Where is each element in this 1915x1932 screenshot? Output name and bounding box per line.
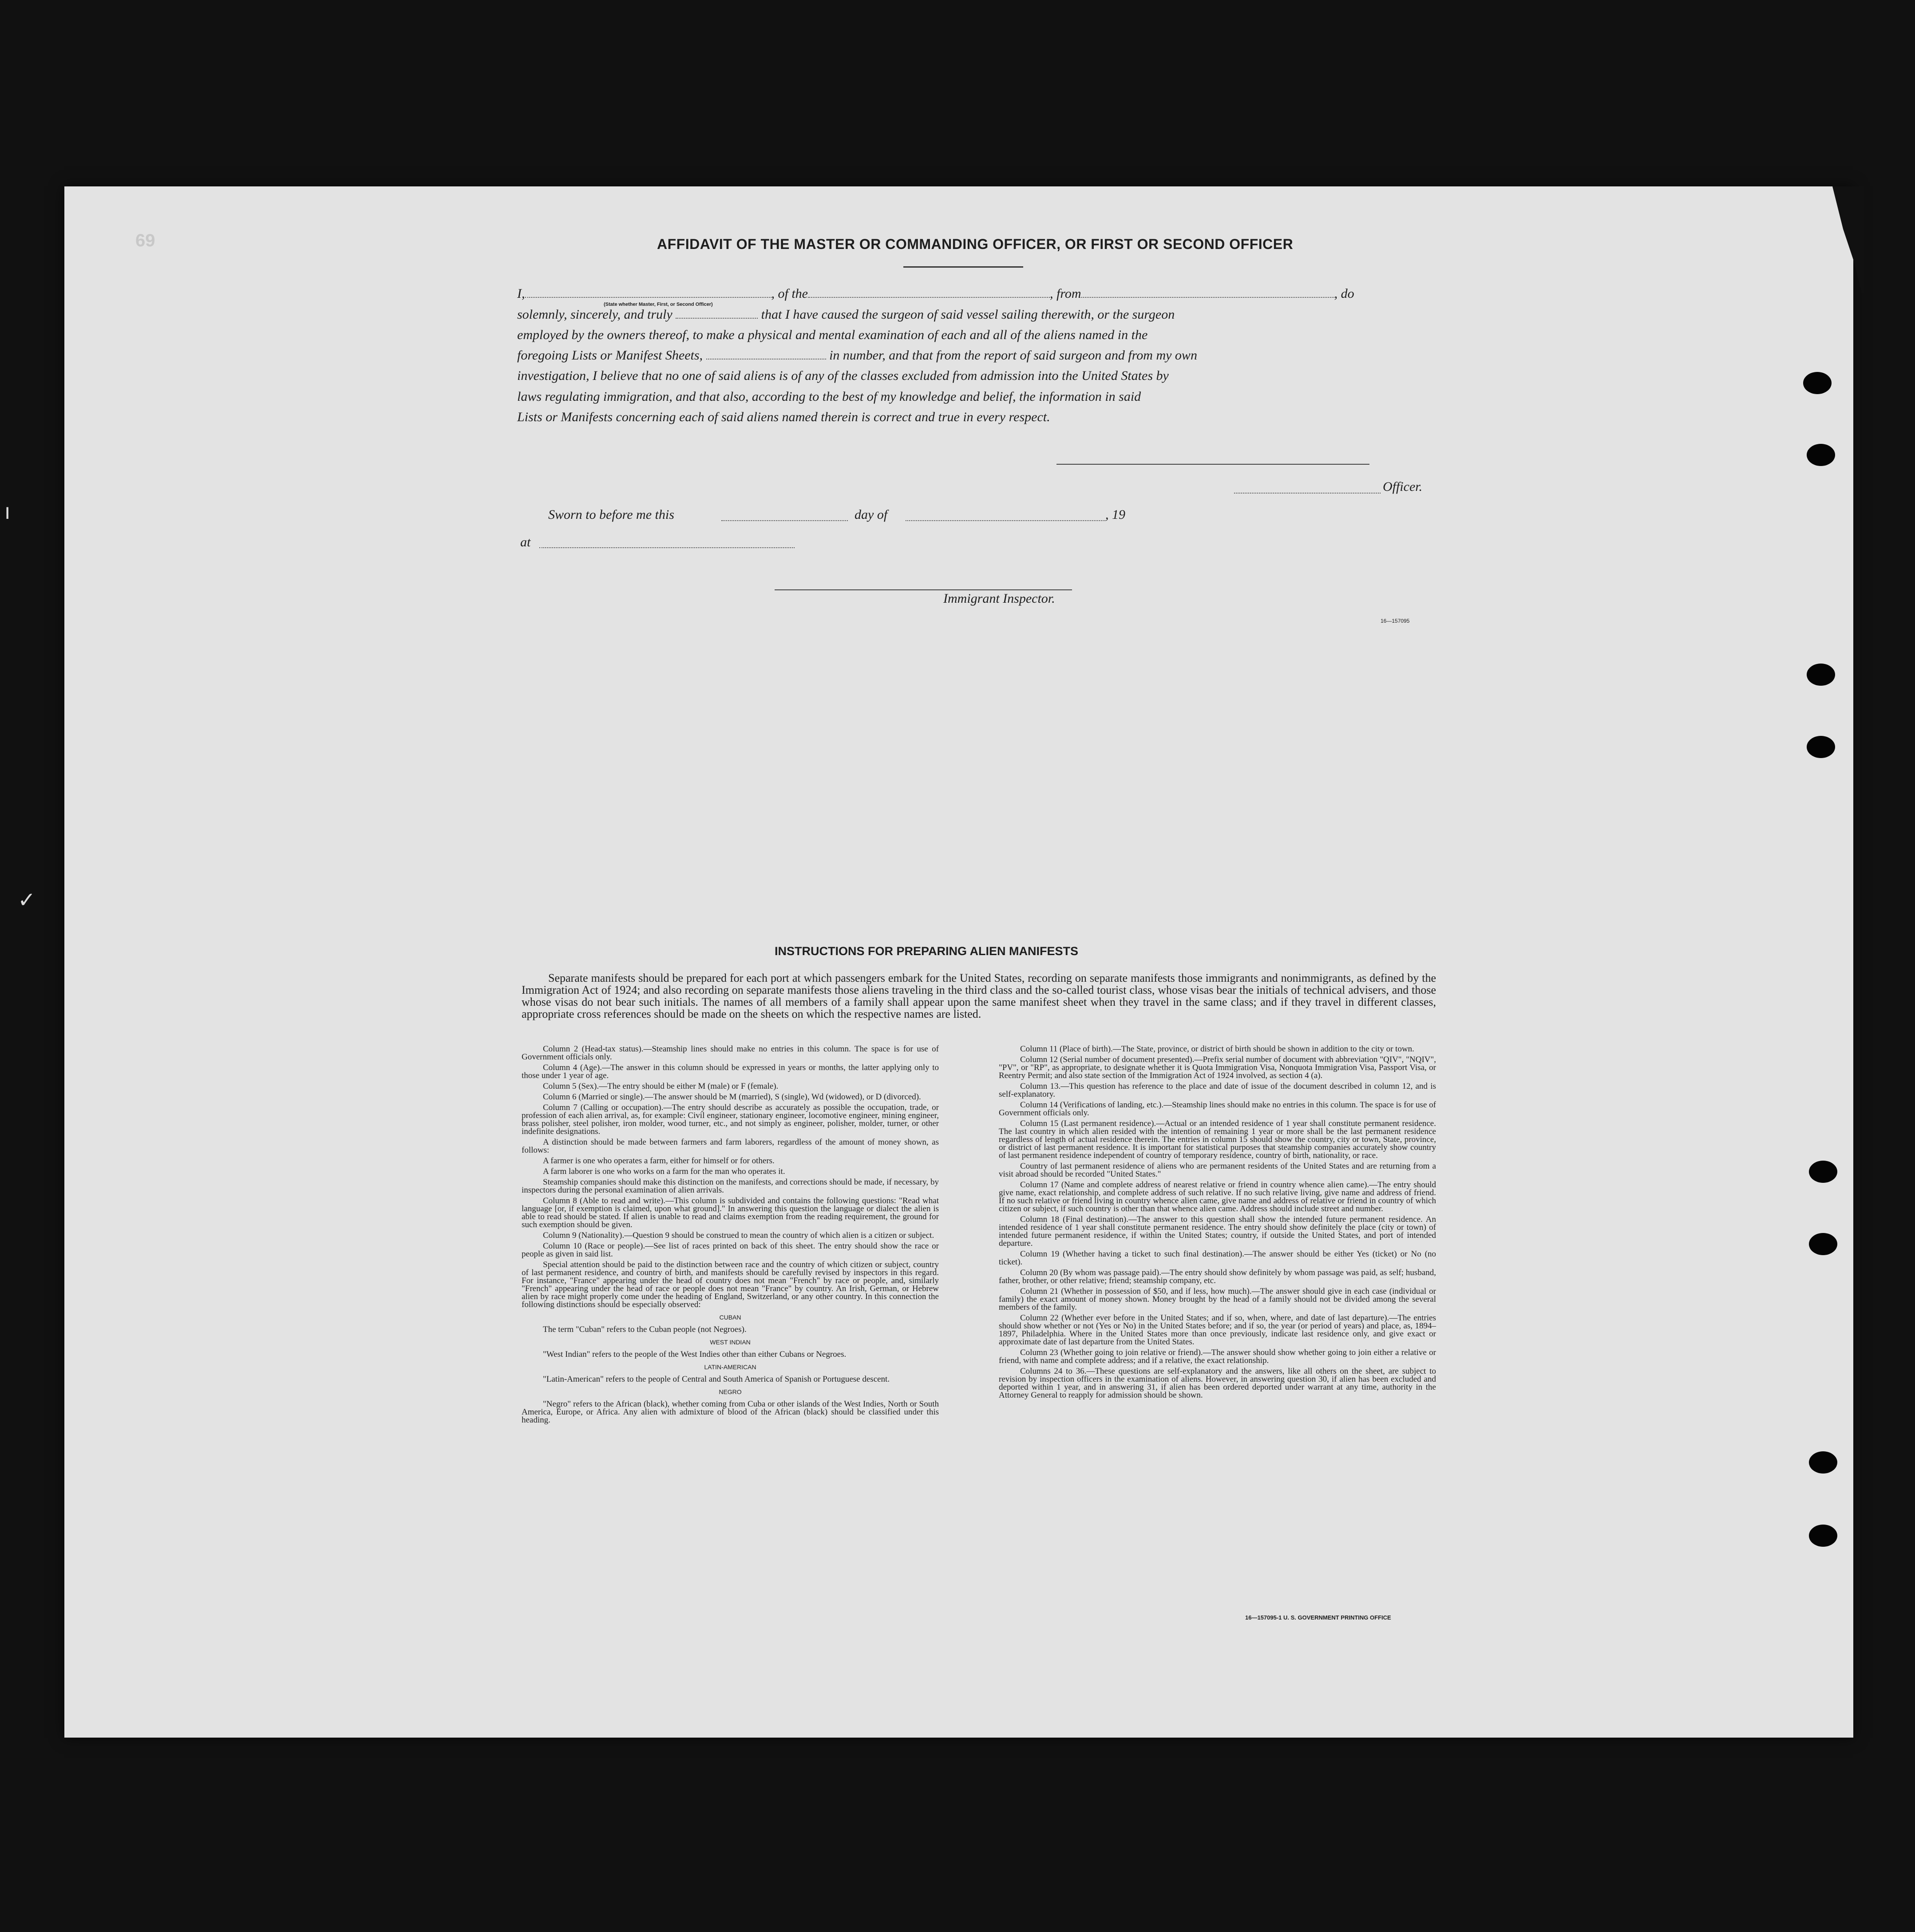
- west-indian-heading: WEST INDIAN: [710, 1339, 751, 1346]
- affidavit-line-2: solemnly, sincerely, and truly that I have caused the surgeon of said vessel sailing therewith, or the surgeon: [517, 307, 1175, 322]
- latin-american-heading: LATIN-AMERICAN: [704, 1363, 756, 1371]
- officer-signature-line[interactable]: [1056, 464, 1369, 465]
- instructions-title: INSTRUCTIONS FOR PREPARING ALIEN MANIFESTS: [775, 944, 1079, 958]
- right-paragraph: Column 11 (Place of birth).—The State, province, or district of birth should be shown in addition to the city or town.: [1020, 1044, 1414, 1054]
- officer-label: Officer.: [1383, 479, 1423, 494]
- vessel-name-field[interactable]: [808, 297, 1050, 298]
- year-label: , 19: [1105, 507, 1125, 522]
- right-paragraph: Column 23 (Whether going to join relative or friend).—The answer should show whether going to join either a relative or friend, with name and complete address; and if a relative, the exact relationship.: [999, 1348, 1436, 1365]
- left-paragraph: A farmer is one who operates a farm, either for himself or for others.: [543, 1156, 775, 1166]
- left-paragraph: Column 7 (Calling or occupation).—The entry should describe as accurately as possible the occupation, trade, or profession of each alien arrival, as, for example: Civil engineer, stationary engineer, locomotive engineer, mining engineer, brass polisher, steel polisher, iron molder, wood turner, etc., and not simply as engineer, polisher, molder, turner, or other indefinite designations.: [522, 1103, 939, 1136]
- form-code: 16—157095: [1381, 618, 1410, 624]
- binder-hole: [1809, 1451, 1837, 1474]
- right-paragraph: Column 21 (Whether in possession of $50, and if less, how much).—The answer should give in each case (individual or family) the exact amount of money shown. Money brought by the head of a family should not be divided among the several members of the family.: [999, 1287, 1436, 1312]
- affidavit-line-4: foregoing Lists or Manifest Sheets, in number, and that from the report of said surgeon and from my own: [517, 348, 1197, 363]
- right-paragraph: Column 20 (By whom was passage paid).—The entry should show definitely by whom passage was paid, as self; husband, father, brother, or other relative; friend; steamship company, etc.: [999, 1268, 1436, 1285]
- left-paragraph: Column 4 (Age).—The answer in this column should be expressed in years or months, the latter applying only to those under 1 year of age.: [522, 1063, 939, 1080]
- inspector-label: Immigrant Inspector.: [943, 591, 1055, 606]
- right-paragraph: Column 19 (Whether having a ticket to such final destination).—The answer should be either Yes (ticket) or No (no ticket).: [999, 1249, 1436, 1267]
- port-from-field[interactable]: [1081, 297, 1334, 298]
- day-of-label: day of: [855, 507, 888, 522]
- instructions-right-column: [999, 1045, 1436, 1402]
- edge-tick-mark: ı: [4, 499, 11, 524]
- affidavit-line-7: Lists or Manifests concerning each of said aliens named therein is correct and true in every respect.: [517, 410, 1050, 424]
- left-paragraph: Special attention should be paid to the distinction between race and the country of which citizen or subject, country of last permanent residence, and country of birth, and manifests should be carefully revised by inspectors in this regard. For instance, "France" appearing under the head of country does not mean "French" by race or people, and, similarly "French" appearing under the head of race or people does not mean "France" by country. An Irish, German, or Hebrew alien by race might properly come under the heading of England, Switzerland, or any other country. In this connection the following distinctions should be especially observed:: [522, 1260, 939, 1309]
- title-rule: [903, 266, 1023, 268]
- left-paragraph: Column 10 (Race or people).—See list of races printed on back of this sheet. The entry should show the race or people as given in said list.: [522, 1241, 939, 1259]
- right-paragraph: Columns 24 to 36.—These questions are self-explanatory and the answers, like all others on the sheet, are subject to revision by inspection officers in the examination of aliens. However, in answering question 30, if alien has been excluded and deported within 1 year, and in answering 31, if alien has been ordered deported under warrant at any time, authority in the Attorney General to reapply for admission should be shown.: [999, 1367, 1436, 1400]
- right-paragraph: Column 22 (Whether ever before in the United States; and if so, when, where, and date of last departure).—The entries should show whether or not (Yes or No) in the United States before; and if so, the year (or period of years) and place, as, 1894–1897, Philadelphia. Where in the United States more than once previously, indicate last residence only, and give exact or approximate date of last departure from the United States.: [999, 1313, 1436, 1347]
- sworn-day-field[interactable]: [721, 520, 848, 521]
- binder-hole: [1803, 372, 1832, 394]
- affidavit-line-5: investigation, I believe that no one of said aliens is of any of the classes excluded from admission into the United States by: [517, 368, 1169, 383]
- sworn-label: Sworn to before me this: [548, 507, 674, 522]
- inspector-signature-line[interactable]: [775, 589, 1072, 590]
- right-paragraph: Country of last permanent residence of aliens who are permanent residents of the United States and are returning from a visit abroad should be recorded "United States.": [999, 1162, 1436, 1179]
- sworn-place-field[interactable]: [539, 547, 795, 548]
- left-paragraph: A distinction should be made between farmers and farm laborers, regardless of the amount of money shown, as follows:: [522, 1138, 939, 1155]
- left-paragraph: Column 2 (Head-tax status).—Steamship lines should make no entries in this column. The space is for use of Government officials only.: [522, 1044, 939, 1062]
- left-paragraph: Column 6 (Married or single).—The answer should be M (married), S (single), Wd (widowed), or D (divorced).: [543, 1092, 921, 1102]
- binder-hole: [1809, 1233, 1837, 1255]
- at-label: at: [520, 535, 531, 549]
- right-paragraph: Column 14 (Verifications of landing, etc.).—Steamship lines should make no entries in this column. The space is for use of Government officials only.: [999, 1100, 1436, 1118]
- left-paragraph: Steamship companies should make this distinction on the manifests, and corrections should be made, if necessary, by inspectors during the personal examination of alien arrivals.: [522, 1177, 939, 1195]
- left-paragraph: A farm laborer is one who works on a farm for the man who operates it.: [543, 1167, 785, 1176]
- swear-field[interactable]: [676, 318, 758, 319]
- officer-rank-field[interactable]: [525, 297, 772, 298]
- officer-rank-caption: (State whether Master, First, or Second Officer): [604, 302, 713, 307]
- affidavit-line-1: I, , of the , from , do: [517, 286, 1354, 301]
- right-paragraph: Column 17 (Name and complete address of nearest relative or friend in country whence alien came).—The entry should give name, exact relationship, and complete address of such relative. If no such relative living, give name and address of friend. If no such relative or friend living in country whence alien came, give name and address of relative or friend in country of which citizen or subject, if such country is other than that whence alien came. Address should include street and number.: [999, 1180, 1436, 1213]
- affidavit-line-6: laws regulating immigration, and that also, according to the best of my knowledge and belief, the information in said: [517, 389, 1141, 404]
- right-paragraph: Column 12 (Serial number of document presented).—Prefix serial number of document with abbreviation "QIV", "NQIV", "PV", or "RP", as appropriate, to designate whether it is Quota Immigration Visa, Nonquota Immigration Visa, Passport Visa, or Reentry Permit; and also state section of the Immigration Act of 1924 involved, as section 4 (a).: [999, 1055, 1436, 1080]
- ghost-stamp: 69: [135, 231, 155, 250]
- affidavit-title: AFFIDAVIT OF THE MASTER OR COMMANDING OFFICER, OR FIRST OR SECOND OFFICER: [657, 236, 1294, 252]
- binder-hole: [1807, 664, 1835, 686]
- binder-hole: [1809, 1525, 1837, 1547]
- binder-hole: [1809, 1161, 1837, 1183]
- right-paragraph: Column 15 (Last permanent residence).—Actual or an intended residence of 1 year shall constitute permanent residence. The last country in which alien resided with the intention of remaining 1 year or more shall be the last permanent residence regardless of length of actual residence therein. The entries in column 15 should show the country, city or town, State, province, or district of last permanent residence. It is important for statistical purposes that steamship companies accurately show country of last permanent residence independent of country of temporary residence, country of birth, nationality, or race.: [999, 1119, 1436, 1160]
- officer-title-line[interactable]: [1234, 493, 1381, 494]
- negro-heading: NEGRO: [719, 1388, 742, 1395]
- right-paragraph: Column 18 (Final destination).—The answer to this question shall show the intended future permanent residence. An intended residence of 1 year shall constitute permanent residence. The entry should show definitely the place (city or town) of intended future permanent residence, if within the United States; country, if outside the United States, and port of intended departure.: [999, 1215, 1436, 1248]
- negro-definition: "Negro" refers to the African (black), whether coming from Cuba or other islands of the West Indies, North or South America, Europe, or Africa. Any alien with admixture of blood of the African (black) should be classified under this heading.: [522, 1399, 939, 1425]
- sworn-month-field[interactable]: [906, 520, 1105, 521]
- printing-office-code: 16—157095-1 U. S. GOVERNMENT PRINTING OFFICE: [1245, 1614, 1391, 1621]
- right-paragraph: Column 13.—This question has reference to the place and date of issue of the document described in column 12, and is self-explanatory.: [999, 1082, 1436, 1099]
- binder-hole: [1807, 444, 1835, 466]
- latin-american-definition: "Latin-American" refers to the people of Central and South America of Spanish or Portuguese descent.: [543, 1375, 890, 1384]
- edge-check-mark: ✓: [18, 888, 36, 913]
- affidavit-line-3: employed by the owners thereof, to make a physical and mental examination of each and all of the aliens named in the: [517, 328, 1148, 342]
- left-paragraph: Column 5 (Sex).—The entry should be either M (male) or F (female).: [543, 1082, 779, 1091]
- sheet-count-field[interactable]: [706, 359, 826, 360]
- instructions-left-column: [522, 1045, 939, 1428]
- instructions-intro: Separate manifests should be prepared for each port at which passengers embark for the United States, recording on separate manifests those immigrants and nonimmigrants, as defined by the Immigration Act of 1924; and also recording on separate manifests those aliens traveling in the third class and the so-called tourist class, whose visas bear the initials of technical advisers, and those whose visas do not bear such initials. The names of all members of a family shall appear upon the same manifest sheet when they travel in the same class; and if they travel in different classes, appropriate cross references should be made on the sheets on which the respective names are listed.: [522, 972, 1436, 1020]
- west-indian-definition: "West Indian" refers to the people of the West Indies other than either Cubans or Negroes.: [543, 1350, 847, 1359]
- left-paragraph: Column 8 (Able to read and write).—This column is subdivided and contains the following questions: "Read what language [or, if exemption is claimed, upon what ground]." In answering this question the language or dialect the alien is able to read should be stated. If alien is unable to read and claims exemption from the reading requirement, the ground for such exemption should be given.: [522, 1196, 939, 1229]
- binder-hole: [1807, 736, 1835, 758]
- cuban-definition: The term "Cuban" refers to the Cuban people (not Negroes).: [543, 1325, 747, 1334]
- cuban-heading: CUBAN: [719, 1314, 741, 1321]
- left-paragraph: Column 9 (Nationality).—Question 9 should be construed to mean the country of which alien is a citizen or subject.: [543, 1231, 934, 1240]
